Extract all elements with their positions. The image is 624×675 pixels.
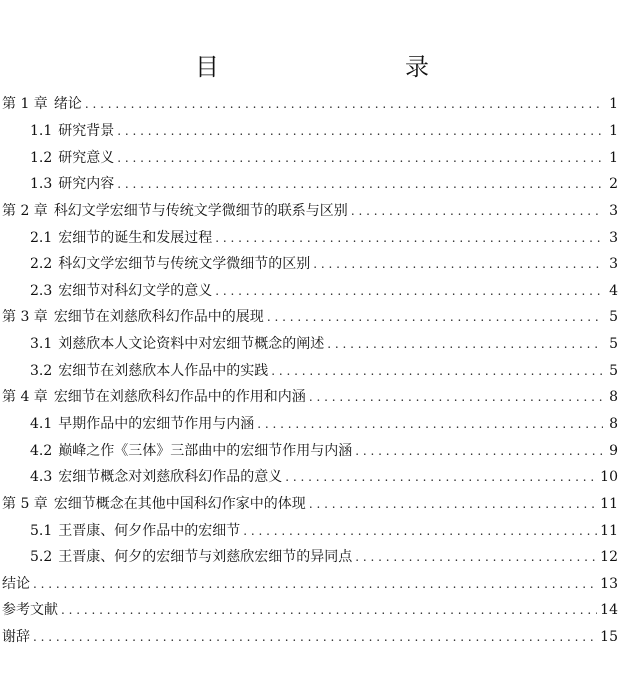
- toc-entry-title: 研究内容: [58, 176, 115, 193]
- toc-entry-number: 第 1 章: [2, 96, 48, 113]
- toc-dot-leader: [309, 495, 597, 513]
- toc-entry-title: 研究背景: [58, 122, 115, 139]
- toc-entry-title: 宏细节在刘慈欣科幻作品中的作用和内涵: [53, 389, 306, 406]
- toc-dot-leader: [33, 575, 597, 593]
- toc-entry-title: 王晋康、何夕作品中的宏细节: [58, 522, 241, 539]
- toc-entry-page: 1: [609, 122, 618, 139]
- toc-dot-leader: [61, 601, 597, 619]
- toc-entry[interactable]: [0, 517, 624, 544]
- toc-entry-page: 5: [609, 362, 618, 379]
- toc-entry[interactable]: [0, 304, 624, 331]
- toc-entry-title: 王晋康、何夕的宏细节与刘慈欣宏细节的异同点: [58, 549, 353, 566]
- toc-dot-leader: [355, 442, 603, 460]
- toc-dot-leader: [355, 548, 597, 566]
- toc-dot-leader: [215, 282, 603, 300]
- toc-entry[interactable]: [0, 331, 624, 358]
- toc-entry-title: 宏细节在刘慈欣本人作品中的实践: [58, 362, 269, 379]
- toc-entry[interactable]: [0, 251, 624, 278]
- toc-entry-number: 1.3: [30, 176, 53, 193]
- toc-entry[interactable]: [0, 411, 624, 438]
- toc-entry-number: 2.1: [30, 229, 53, 246]
- toc-entry[interactable]: [0, 571, 624, 598]
- toc-entry-page: 13: [600, 575, 618, 592]
- toc-dot-leader: [215, 229, 603, 247]
- toc-entry-page: 3: [609, 229, 618, 246]
- toc-entry-page: 10: [600, 469, 618, 486]
- toc-entry-page: 9: [609, 442, 618, 459]
- toc-entry-title: 科幻文学宏细节与传统文学微细节的区别: [58, 256, 311, 273]
- toc-entry-page: 12: [600, 549, 618, 566]
- table-of-contents: [0, 91, 624, 650]
- toc-dot-leader: [267, 308, 603, 326]
- toc-entry[interactable]: [0, 384, 624, 411]
- toc-dot-leader: [351, 202, 603, 220]
- toc-dot-leader: [85, 95, 603, 113]
- toc-dot-leader: [117, 149, 603, 167]
- toc-entry[interactable]: [0, 437, 624, 464]
- toc-entry-number: 5.2: [30, 549, 53, 566]
- toc-dot-leader: [243, 522, 597, 540]
- toc-entry-title: 宏细节在刘慈欣科幻作品中的展现: [53, 309, 264, 326]
- toc-entry-number: 4.3: [30, 469, 53, 486]
- toc-entry-page: 1: [609, 96, 618, 113]
- toc-entry[interactable]: [0, 198, 624, 225]
- toc-entry-number: 4.1: [30, 416, 53, 432]
- toc-entry-title: 科幻文学宏细节与传统文学微细节的联系与区别: [53, 202, 348, 219]
- toc-entry-page: 8: [609, 416, 618, 432]
- toc-entry[interactable]: [0, 491, 624, 518]
- toc-entry-title: 宏细节对科幻文学的意义: [58, 282, 213, 299]
- toc-entry-number: 4.2: [30, 442, 53, 459]
- toc-entry-number: 1.2: [30, 149, 53, 166]
- toc-entry-page: 15: [600, 629, 618, 646]
- toc-entry[interactable]: [0, 597, 624, 624]
- toc-dot-leader: [309, 388, 603, 406]
- toc-entry[interactable]: [0, 144, 624, 171]
- toc-entry-title: 宏细节概念在其他中国科幻作家中的体现: [53, 495, 306, 512]
- toc-entry[interactable]: [0, 544, 624, 571]
- toc-dot-leader: [313, 255, 603, 273]
- toc-entry-title: 宏细节概念对刘慈欣科幻作品的意义: [58, 469, 283, 486]
- toc-dot-leader: [117, 175, 603, 193]
- toc-entry-title: 刘慈欣本人文论资料中对宏细节概念的阐述: [58, 336, 325, 353]
- toc-entry[interactable]: [0, 464, 624, 491]
- toc-entry-number: 1.1: [30, 122, 53, 139]
- toc-entry-number: 第 2 章: [2, 202, 48, 219]
- toc-entry-page: 8: [609, 389, 618, 406]
- toc-dot-leader: [271, 362, 603, 380]
- toc-entry-number: 3.1: [30, 336, 53, 353]
- toc-entry-page: 5: [609, 309, 618, 326]
- toc-entry-page: 3: [609, 202, 618, 219]
- toc-entry-number: 3.2: [30, 362, 53, 379]
- toc-dot-leader: [327, 335, 603, 353]
- toc-entry-page: 1: [609, 149, 618, 166]
- toc-entry-title: 宏细节的诞生和发展过程: [58, 229, 213, 246]
- toc-dot-leader: [285, 468, 597, 486]
- toc-entry-title: 巅峰之作《三体》三部曲中的宏细节作用与内涵: [58, 442, 353, 459]
- toc-entry-page: 11: [600, 495, 618, 512]
- toc-dot-leader: [117, 122, 603, 140]
- toc-entry-title: 研究意义: [58, 149, 115, 166]
- toc-entry-number: 第 4 章: [2, 389, 48, 406]
- toc-entry[interactable]: [0, 91, 624, 118]
- toc-entry-number: 第 5 章: [2, 495, 48, 512]
- toc-entry-title: 参考文献: [2, 602, 58, 619]
- toc-entry-title: 早期作品中的宏细节作用与内涵: [58, 416, 255, 432]
- toc-entry[interactable]: [0, 277, 624, 304]
- toc-entry-page: 11: [600, 522, 618, 539]
- toc-entry[interactable]: [0, 118, 624, 145]
- toc-entry[interactable]: [0, 624, 624, 651]
- toc-entry-page: 3: [609, 256, 618, 273]
- toc-dot-leader: [257, 415, 603, 433]
- toc-entry-page: 4: [609, 282, 618, 299]
- toc-entry-page: 5: [609, 336, 618, 353]
- toc-entry-page: 2: [609, 176, 618, 193]
- toc-entry-title: 绪论: [53, 96, 82, 113]
- toc-entry-title: 谢辞: [2, 629, 30, 646]
- toc-entry[interactable]: [0, 224, 624, 251]
- toc-entry[interactable]: [0, 171, 624, 198]
- toc-entry-number: 第 3 章: [2, 309, 48, 326]
- toc-entry-number: 5.1: [30, 522, 53, 539]
- toc-entry-page: 14: [600, 602, 618, 619]
- toc-entry-number: 2.3: [30, 282, 53, 299]
- toc-dot-leader: [33, 628, 597, 646]
- toc-entry-title: 结论: [2, 575, 30, 592]
- toc-entry[interactable]: [0, 357, 624, 384]
- page-title: 目 录: [195, 53, 475, 82]
- toc-entry-number: 2.2: [30, 256, 53, 273]
